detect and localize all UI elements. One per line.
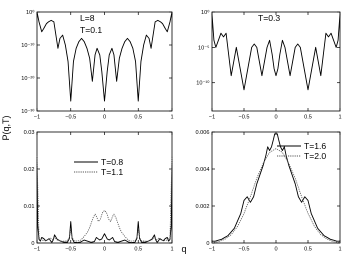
y-tick-label: 10⁻²⁰	[21, 76, 35, 82]
x-tick-label: 0	[102, 246, 107, 253]
y-tick-label: 10⁻³⁰	[21, 109, 35, 115]
x-tick-label: 1	[170, 114, 174, 121]
legend-label: T=0.8	[101, 157, 124, 167]
series-line-0	[212, 14, 340, 90]
y-tick-label: 0.01	[23, 204, 35, 210]
panel-top-left	[21, 9, 173, 121]
x-tick-label: 0.5	[304, 246, 312, 253]
x-tick-label: −0.5	[238, 246, 250, 253]
legend-label: T=1.1	[101, 167, 124, 177]
x-tick-label: 0.5	[134, 114, 143, 121]
legend-label: T=1.6	[304, 141, 327, 151]
series-line-1	[212, 149, 340, 243]
x-tick-label: −0.5	[65, 246, 77, 253]
legend-label: T=2.0	[304, 151, 327, 161]
y-tick-label: 0	[206, 241, 210, 247]
plot-frame	[212, 12, 340, 111]
x-tick-label: 1	[338, 246, 342, 253]
panel-annotation: L=8	[80, 13, 95, 23]
panel-top-right	[196, 9, 341, 121]
panel-bottom-right	[196, 130, 342, 253]
y-tick-label: 0.02	[23, 167, 35, 173]
plot-frame	[37, 132, 172, 243]
x-tick-label: −1	[33, 246, 41, 253]
y-tick-label: 0.03	[23, 130, 35, 136]
panel-annotation: T=0.3	[258, 13, 281, 23]
x-tick-label: 1	[170, 246, 174, 253]
y-tick-label: 0	[31, 241, 35, 247]
panel-annotation: T=0.1	[80, 25, 103, 35]
x-tick-label: −0.5	[238, 114, 250, 121]
x-axis-label: q	[181, 244, 187, 254]
y-tick-label: 10⁰	[201, 10, 210, 16]
y-tick-label: 0.006	[195, 130, 210, 136]
y-tick-label: 10⁰	[26, 10, 35, 16]
y-tick-label: 10⁻¹⁰	[21, 43, 35, 49]
x-tick-label: −1	[208, 114, 216, 121]
x-tick-label: 1	[338, 114, 342, 121]
y-tick-label: 10⁻⁵	[198, 45, 210, 52]
y-tick-label: 0.004	[195, 167, 210, 173]
y-tick-label: 0.002	[195, 204, 210, 210]
x-tick-label: 0	[274, 114, 278, 121]
x-tick-label: −1	[208, 246, 216, 253]
x-tick-label: −1	[33, 114, 41, 121]
x-tick-label: 0	[102, 114, 107, 121]
x-tick-label: 0.5	[134, 246, 143, 253]
y-tick-label: 10⁻¹⁰	[196, 80, 210, 87]
x-tick-label: −0.5	[65, 114, 77, 121]
y-axis-label: P(q,T)	[1, 115, 11, 141]
x-tick-label: 0	[274, 246, 278, 253]
panel-bottom-left	[24, 130, 174, 253]
series-line-0	[37, 12, 172, 101]
x-tick-label: 0.5	[304, 114, 312, 121]
